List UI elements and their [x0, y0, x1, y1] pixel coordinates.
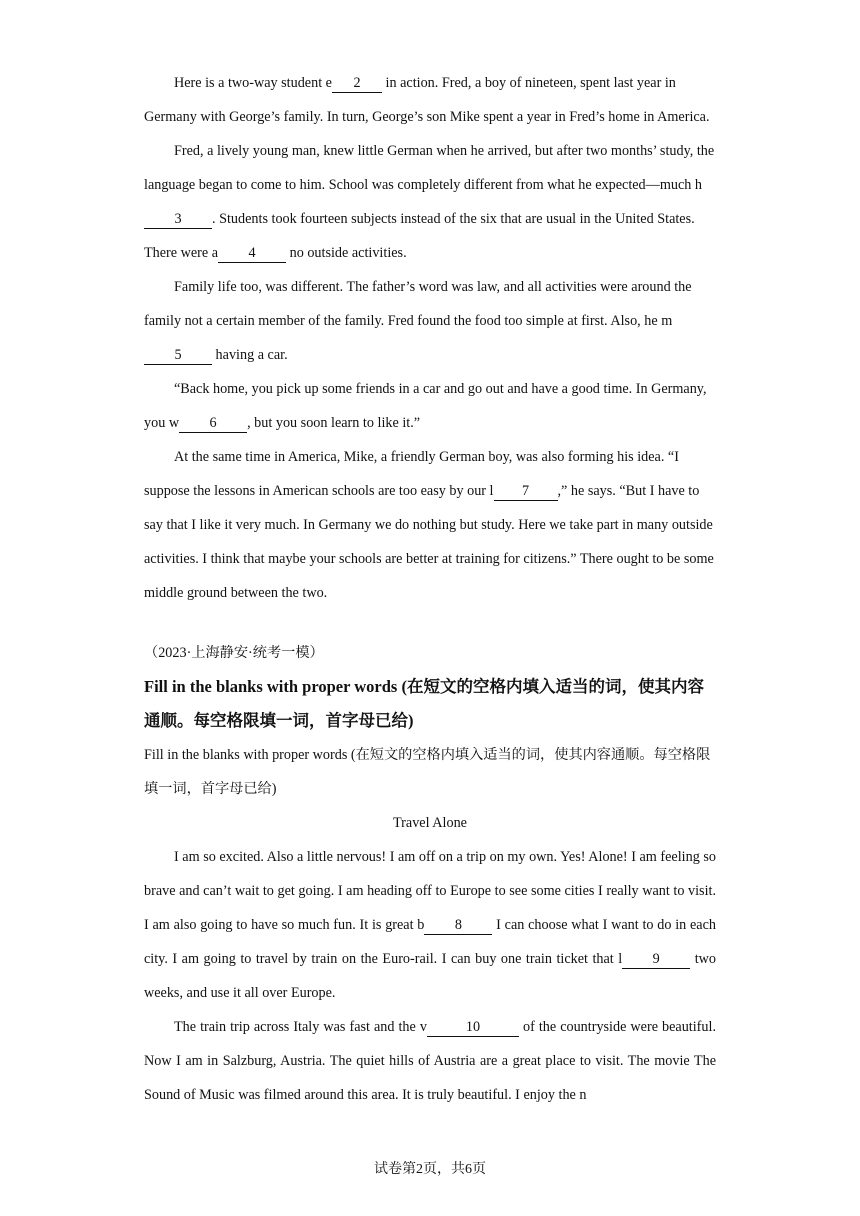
blank-4[interactable]: 4	[218, 245, 286, 263]
blank-6[interactable]: 6	[179, 415, 247, 433]
instruction-text: Fill in the blanks with proper words (在短文的空格内填入适当的词，使其内容通顺。每空格限填一词，首字母已给)	[144, 747, 711, 797]
text: “Back home, you pick up some friends in a car and go out and have a good time. In Germany, you w	[144, 381, 707, 431]
text: Family life too, was different. The father’s word was law, and all activities were around the family not a certain member of the family. Fred found the food too simple at first. Also, he m	[144, 279, 692, 329]
text: of the countryside were beautiful. Now I am in Salzburg, Austria. The quiet hills of Austria are a great place to visit. The movie The Sound of Music was filmed around this area. It is truly beautiful. I enjoy the n	[144, 1019, 716, 1103]
text: ,” he says. “But I have to say that I like it very much. In Germany we do nothing but study. Here we take part in many outside activities. I think that maybe your schools are better at training for citizens.” There ought to be some middle ground between the two.	[144, 483, 714, 601]
blank-2[interactable]: 2	[332, 75, 382, 93]
paragraph	[144, 134, 716, 270]
paragraph	[144, 270, 716, 372]
section-heading: Fill in the blanks with proper words (在短文的空格内填入适当的词，使其内容通顺。每空格限填一词，首字母已给)	[144, 677, 704, 730]
paragraph	[144, 1010, 716, 1112]
text: Here is a two-way student e	[174, 75, 332, 91]
text: , but you soon learn to like it.”	[247, 415, 421, 431]
page-content	[144, 66, 716, 1112]
text: I can choose what I want to do in each city. I am going to travel by train on the Euro-rail. I can buy one train ticket that l	[144, 917, 716, 967]
blank-10[interactable]: 10	[427, 1019, 519, 1037]
text: . Students took fourteen subjects instead of the six that are usual in the United States. There were a	[144, 211, 695, 261]
text: I am so excited. Also a little nervous! I am off on a trip on my own. Yes! Alone! I am feeling so brave and can’t wait to get going. I am heading off to Europe to see some cities I really want to visit. I am also going to have so much fun. It is great b	[144, 849, 716, 933]
text: no outside activities.	[286, 245, 407, 261]
blank-8[interactable]: 8	[424, 917, 492, 935]
section-gap	[144, 610, 716, 636]
question-source: （2023·上海静安·统考一模）	[144, 645, 324, 661]
paragraph	[144, 66, 716, 134]
article-title: Travel Alone	[393, 815, 467, 831]
blank-7[interactable]: 7	[494, 483, 558, 501]
blank-9[interactable]: 9	[622, 951, 690, 969]
text: Fred, a lively young man, knew little German when he arrived, but after two months’ study, the language began to come to him. School was completely different from what he expected—much h	[144, 143, 715, 193]
paragraph	[144, 372, 716, 440]
page-footer: 试卷第2页，共6页	[374, 1162, 486, 1177]
text: The train trip across Italy was fast and the v	[174, 1019, 427, 1035]
blank-5[interactable]: 5	[144, 347, 212, 365]
text: having a car.	[212, 347, 288, 363]
blank-3[interactable]: 3	[144, 211, 212, 229]
text: At the same time in America, Mike, a friendly German boy, was also forming his idea. “I suppose the lessons in American schools are too easy by our l	[144, 449, 679, 499]
text: two weeks, and use it all over Europe.	[144, 951, 716, 1001]
paragraph	[144, 840, 716, 1010]
text: in action. Fred, a boy of nineteen, spent last year in Germany with George’s family. In turn, George’s son Mike spent a year in Fred’s home in America.	[144, 75, 710, 125]
paragraph	[144, 440, 716, 610]
